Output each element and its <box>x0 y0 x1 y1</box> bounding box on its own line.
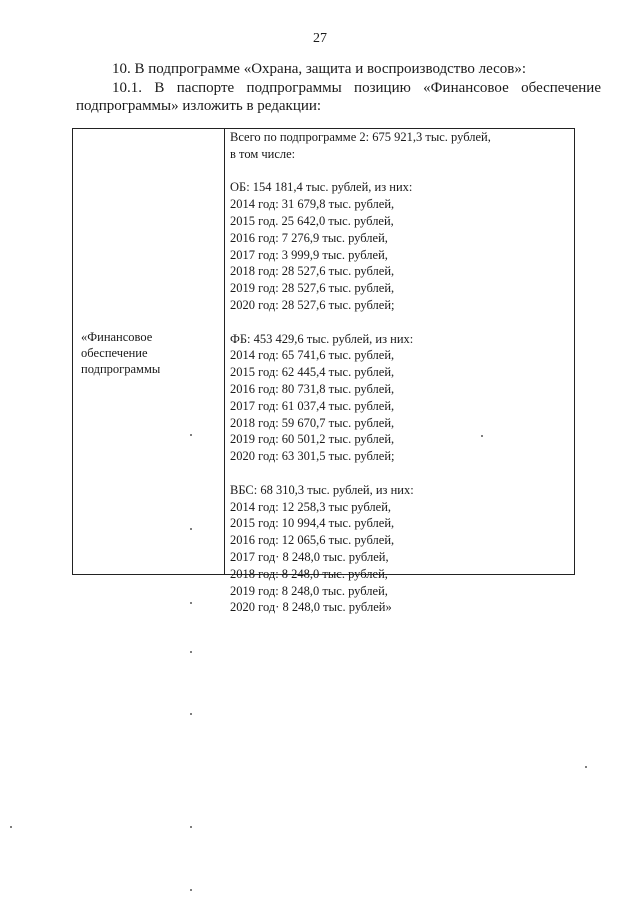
scan-speck <box>10 826 12 828</box>
column-divider <box>224 129 225 574</box>
year-line: 2014 год: 12 258,3 тыс рублей, <box>230 499 392 514</box>
year-line: 2020 год: 28 527,6 тыс. рублей; <box>230 297 395 312</box>
scan-speck <box>481 435 483 437</box>
section-instruction: 10.1. В паспорте подпрограммы позицию «Финансовое обеспечение подпрограммы» изложить в редакции: <box>76 80 601 114</box>
group-header-fb: ФБ: 453 429,6 тыс. рублей, из них: <box>230 331 414 346</box>
year-line: 2020 год· 8 248,0 тыс. рублей» <box>230 600 392 615</box>
scan-speck <box>190 651 192 653</box>
scan-speck <box>190 528 192 530</box>
page-number: 27 <box>313 31 327 46</box>
scan-speck <box>190 826 192 828</box>
label-line: подпрограммы <box>81 362 161 376</box>
content-cell <box>230 129 570 616</box>
scan-speck <box>585 766 587 768</box>
year-line: 2019 год: 60 501,2 тыс. рублей, <box>230 432 395 447</box>
scan-speck <box>190 602 192 604</box>
year-line: 2015 год. 25 642,0 тыс. рублей, <box>230 213 394 228</box>
year-line: 2015 год: 62 445,4 тыс. рублей, <box>230 365 395 380</box>
year-line: 2016 год: 80 731,8 тыс. рублей, <box>230 381 395 396</box>
financing-table <box>72 128 575 615</box>
year-line: 2016 год: 12 065,6 тыс. рублей, <box>230 533 395 548</box>
year-line: 2018 год: 8 248,0 тыс. рублей, <box>230 566 388 581</box>
label-line: обеспечение <box>81 346 148 360</box>
year-line: 2018 год: 59 670,7 тыс. рублей, <box>230 415 395 430</box>
total-line: Всего по подпрограмме 2: 675 921,3 тыс. рублей, <box>230 130 491 144</box>
label-cell <box>81 329 221 377</box>
year-line: 2019 год: 28 527,6 тыс. рублей, <box>230 281 395 296</box>
scan-speck <box>190 713 192 715</box>
year-line: 2014 год: 31 679,8 тыс. рублей, <box>230 197 395 212</box>
year-line: 2019 год: 8 248,0 тыс. рублей, <box>230 583 388 598</box>
year-line: 2017 год: 3 999,9 тыс. рублей, <box>230 247 388 262</box>
year-line: 2016 год: 7 276,9 тыс. рублей, <box>230 230 388 245</box>
total-line: в том числе: <box>230 146 296 161</box>
group-header-ob: ОБ: 154 181,4 тыс. рублей, из них: <box>230 180 413 195</box>
blank-line <box>230 465 570 482</box>
blank-line <box>230 163 570 180</box>
year-line: 2018 год: 28 527,6 тыс. рублей, <box>230 264 395 279</box>
blank-line <box>230 314 570 331</box>
scan-speck <box>190 889 192 891</box>
year-line: 2017 год· 8 248,0 тыс. рублей, <box>230 549 389 564</box>
section-heading: 10. В подпрограмме «Охрана, защита и воспроизводство лесов»: <box>112 61 527 77</box>
year-line: 2015 год: 10 994,4 тыс. рублей, <box>230 516 395 531</box>
year-line: 2014 год: 65 741,6 тыс. рублей, <box>230 348 395 363</box>
year-line: 2017 год: 61 037,4 тыс. рублей, <box>230 398 395 413</box>
scan-speck <box>190 434 192 436</box>
label-line: «Финансовое <box>81 330 153 344</box>
group-header-vbs: ВБС: 68 310,3 тыс. рублей, из них: <box>230 482 414 497</box>
year-line: 2020 год: 63 301,5 тыс. рублей; <box>230 449 395 464</box>
